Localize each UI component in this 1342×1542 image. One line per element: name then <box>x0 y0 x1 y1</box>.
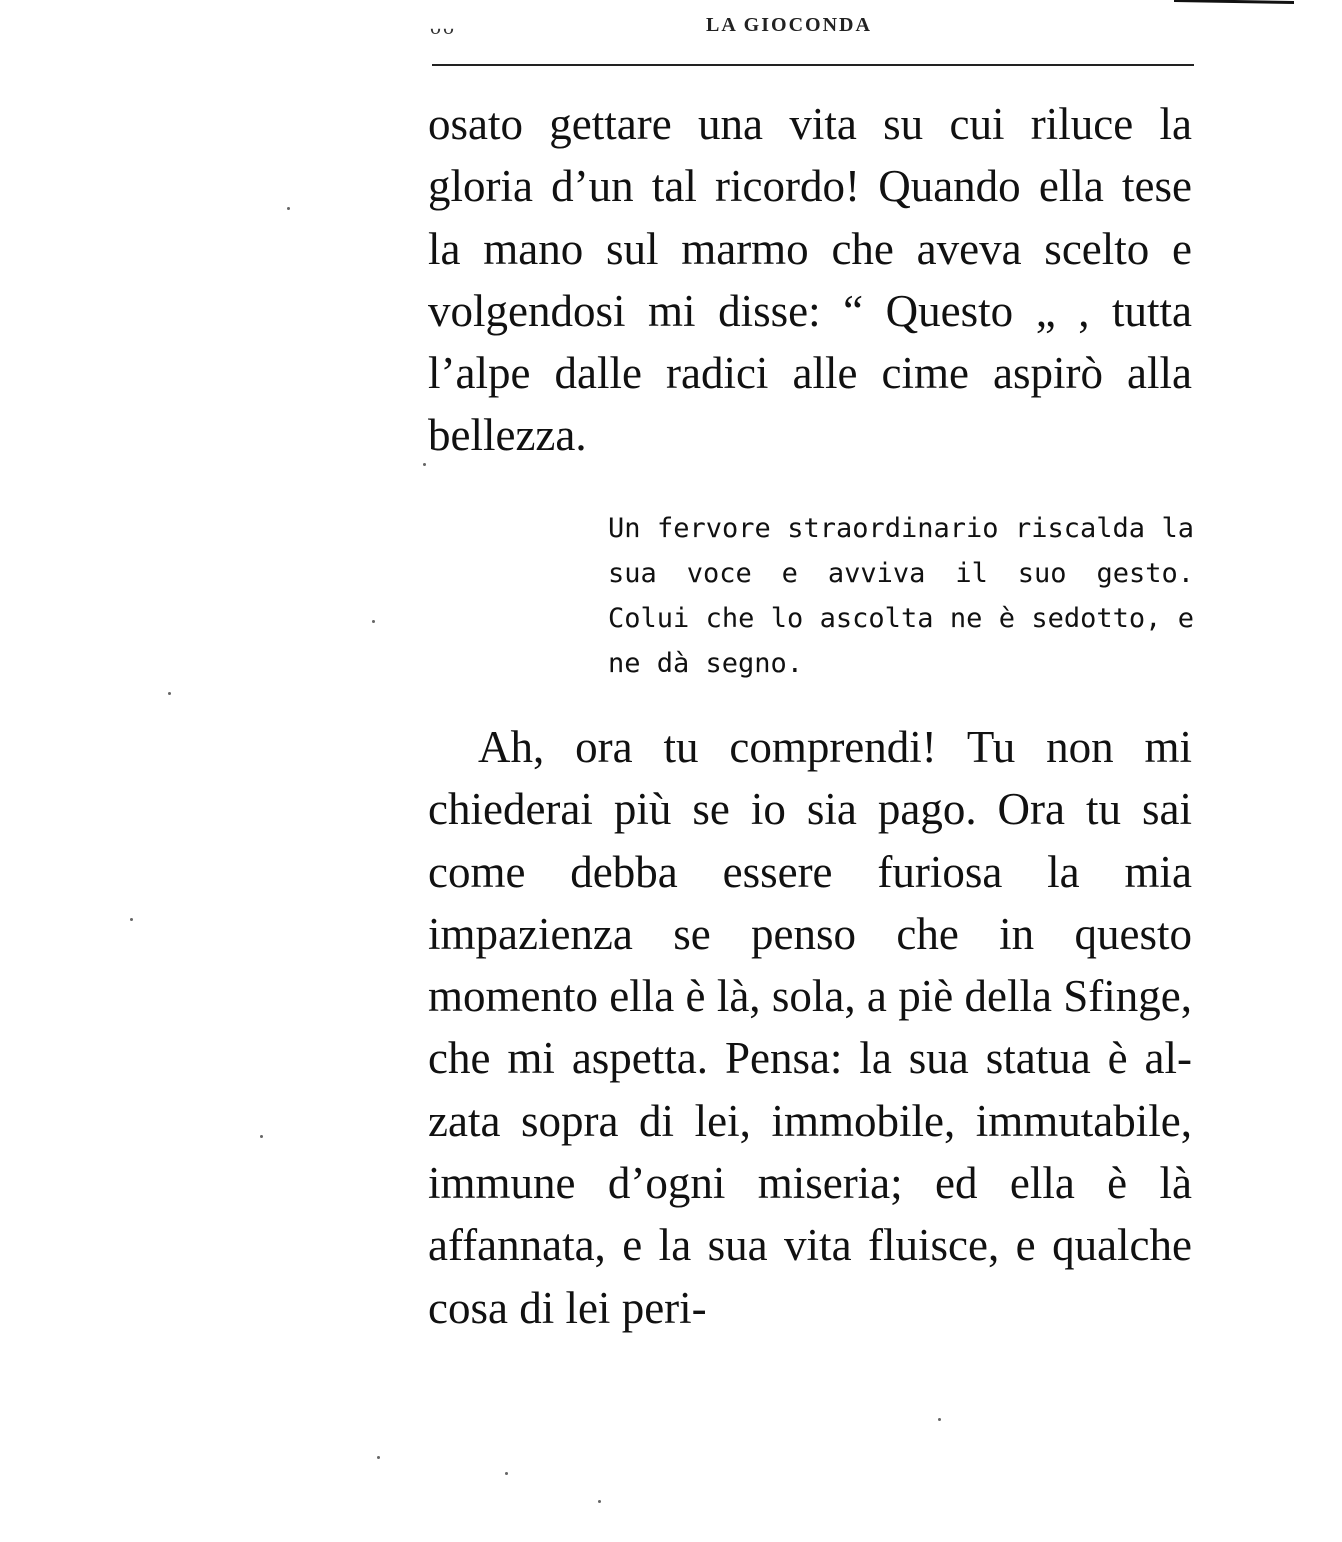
scan-speck <box>598 1500 601 1503</box>
scan-speck <box>260 1135 263 1138</box>
scan-speck <box>168 692 171 695</box>
scan-speck <box>377 1456 380 1459</box>
body-paragraph-2: Ah, ora tu comprendi! Tu non mi chiederai più se io sia pago. Ora tu sai come debba essere furiosa la mia impazienza se penso che in questo momento ella è là, sola, a piè della Sfinge, che mi aspetta. Pensa: la sua statua è alzata sopra di lei, immobile, immutabile, immune d’ogni miseria; ed ella è là affannata, e la sua vita fluisce, e qualche cosa di lei peri- <box>428 722 1192 1333</box>
scan-speck <box>505 1472 508 1475</box>
page-number: ᴗᴗ <box>430 14 456 39</box>
scan-speck <box>423 463 426 466</box>
header-rule <box>432 64 1194 66</box>
body-paragraph-1: osato gettare una vita su cui riluce la gloria d’un tal ricordo! Quando ella tese la mano sul marmo che aveva scelto e volgendosi mi disse: “ Questo „ , tutta l’alpe dalle radici alle cime aspirò alla bellezza. <box>428 99 1192 461</box>
scan-speck <box>372 620 375 623</box>
running-head: LA GIOCONDA <box>706 14 872 36</box>
scan-speck <box>287 207 290 210</box>
scan-edge-mark <box>1174 0 1294 14</box>
stage-direction: Un fervore straordinario riscalda la sua voce e avviva il suo gesto. Colui che lo ascolta ne è sedotto, e ne dà segno. <box>608 513 1194 679</box>
scan-speck <box>938 1418 941 1421</box>
scan-speck <box>130 918 133 921</box>
